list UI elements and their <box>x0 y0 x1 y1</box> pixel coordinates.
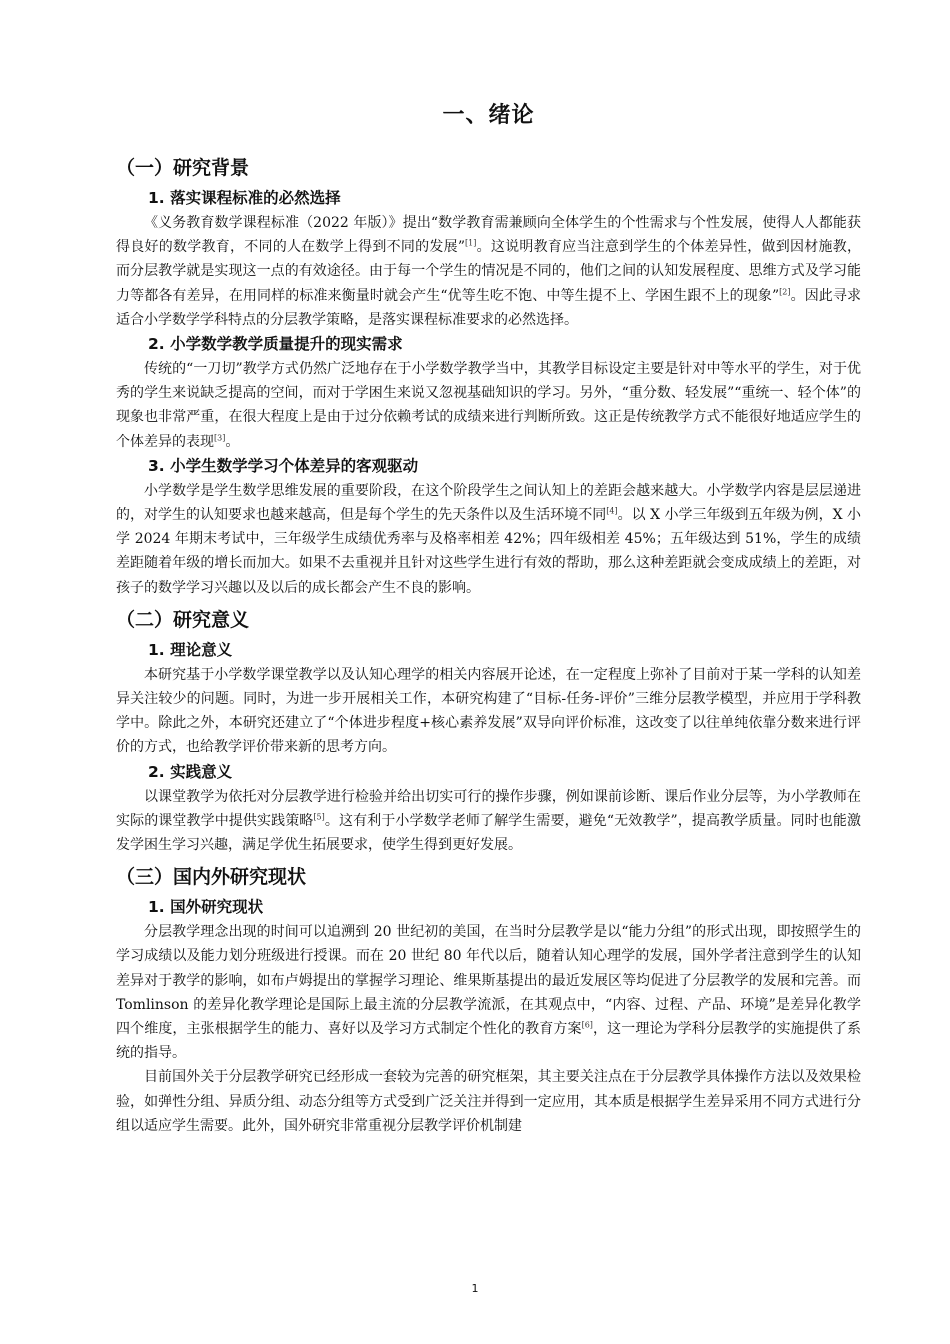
page-number: 1 <box>471 1282 479 1295</box>
subsection-heading: 2. 小学数学教学质量提升的现实需求 <box>148 335 403 354</box>
paragraph-text: 分层教学理念出现的时间可以追溯到 20 世纪初的美国，在当时分层教学是以“能力分组”的形式出现，即按照学生的学习成绩以及能力划分班级进行授课。而在 20 世纪 80 年代以后，随着认知心理学的发展，国外学者注意到学生的认知差异对于教学的影响，如布卢姆提出的掌握学习理论、维果斯基提出的最近发展区等均促进了分层教学的发展和完善。而 Tomlinson 的差异化教学理论是国际上最主流的分层教学流派，在其观点中，“内容、过程、产品、环境”是差异化教学四个维度，主张根据学生的能力、喜好以及学习方式制定个性化的教育方案 <box>116 924 861 1038</box>
section-heading: （二）研究意义 <box>116 608 250 631</box>
paragraph-text: 。以 X 小学三年级到五年级为例，X 小学 2024 年期末考试中，三年级学生成绩优秀率与及格率相差 42%；四年级相差 45%；五年级达到 51%，学生的成绩差距随着年级的增长而加大。如果不去重视并且针对这些学生进行有效的帮助，那么这种差距就会变成成绩上的差距，对孩子的数学学习兴趣以及以后的成长都会产生不良的影响。 <box>116 507 861 596</box>
body-paragraph <box>116 211 861 332</box>
section-heading: （一）研究背景 <box>116 157 250 179</box>
paragraph-text: 传统的“一刀切”教学方式仍然广泛地存在于小学数学教学当中，其教学目标设定主要是针对中等水平的学生，对于优秀的学生来说缺乏提高的空间，而对于学困生来说又忽视基础知识的学习。另外，“重分数、轻发展”“重统一、轻个体”的现象也非常严重，在很大程度上是由于过分依赖考试的成绩来进行判断所致。这正是传统教学方式不能很好地适应学生的个体差异的表现 <box>116 361 861 450</box>
subsection-heading: 1. 理论意义 <box>148 640 233 659</box>
section <box>116 150 861 600</box>
citation-marker: [6] <box>581 1020 593 1030</box>
citation-marker: [1] <box>465 238 477 248</box>
body-paragraph <box>116 920 861 1065</box>
section <box>116 602 861 857</box>
subsection-heading: 1. 国外研究现状 <box>148 898 264 917</box>
body-paragraph <box>116 357 861 454</box>
subsection-heading: 2. 实践意义 <box>148 762 233 781</box>
chapter-title: 一、绪论 <box>442 103 535 128</box>
paragraph-text: 以课堂教学为依托对分层教学进行检验并给出切实可行的操作步骤，例如课前诊断、课后作业分层等，为小学教师在实际的课堂教学中提供实践策略 <box>116 788 861 829</box>
citation-marker: [5] <box>313 812 325 822</box>
body-paragraph <box>116 1065 861 1138</box>
citation-marker: [4] <box>606 506 618 516</box>
paragraph-text: 目前国外关于分层教学研究已经形成一套较为完善的研究框架，其主要关注点在于分层教学具体操作方法以及效果检验，如弹性分组、异质分组、动态分组等方式受到广泛关注并得到一定应用，其本质是根据学生差异采用不同方式进行分组以适应学生需要。此外，国外研究非常重视分层教学评价机制建 <box>116 1069 861 1134</box>
citation-marker: [3] <box>214 432 226 442</box>
paragraph-text: 。这有利于小学数学老师了解学生需要，避免“无效教学”，提高教学质量。同时也能激发学困生学习兴趣，满足学优生拓展要求，使学生得到更好发展。 <box>116 812 862 854</box>
paragraph-text: 。因此寻求适合小学数学学科特点的分层教学策略，是落实课程标准要求的必然选择。 <box>116 287 862 328</box>
paragraph-text: 。这说明教育应当注意到学生的个体差异性，做到因材施教，而分层教学就是实现这一点的有效途径。由于每一个学生的情况是不同的，他们之间的认知发展程度、思维方式及学习能力等都各有差异，在用同样的标准来衡量时就会产生“优等生吃不饱、中等生提不上、学困生跟不上的现象” <box>116 239 862 304</box>
section-heading: （三）国内外研究现状 <box>116 866 307 889</box>
paragraph-text: 《义务教育数学课程标准（2022 年版）》提出“数学教育需兼顾向全体学生的个性需求与个性发展，使得人人都能获得良好的数学教育，不同的人在数学上得到不同的发展” <box>116 215 861 256</box>
subsection-heading: 1. 落实课程标准的必然选择 <box>148 189 341 207</box>
page-content <box>116 96 861 1138</box>
citation-marker: [2] <box>779 286 791 296</box>
body-paragraph <box>116 479 861 600</box>
paragraph-text: ，这一理论为学科分层教学的实施提供了系统的指导。 <box>116 1021 862 1062</box>
body-paragraph <box>116 785 861 858</box>
section <box>116 859 861 1138</box>
body-paragraph <box>116 663 861 760</box>
paragraph-text: 。 <box>225 433 240 450</box>
paragraph-text: 本研究基于小学数学课堂教学以及认知心理学的相关内容展开论述，在一定程度上弥补了目前对于某一学科的认知差异关注较少的问题。同时，为进一步开展相关工作，本研究构建了“目标-任务-评价”三维分层教学模型，并应用于学科教学中。除此之外，本研究还建立了“个体进步程度+核心素养发展”双导向评价标准，这改变了以往单纯依靠分数来进行评价的方式，也给教学评价带来新的思考方向。 <box>116 666 861 756</box>
paragraph-text: 小学数学是学生数学思维发展的重要阶段，在这个阶段学生之间认知上的差距会越来越大。小学数学内容是层层递进的，对学生的认知要求也越来越高，但是每个学生的先天条件以及生活环境不同 <box>116 482 861 524</box>
subsection-heading: 3. 小学生数学学习个体差异的客观驱动 <box>148 456 419 475</box>
